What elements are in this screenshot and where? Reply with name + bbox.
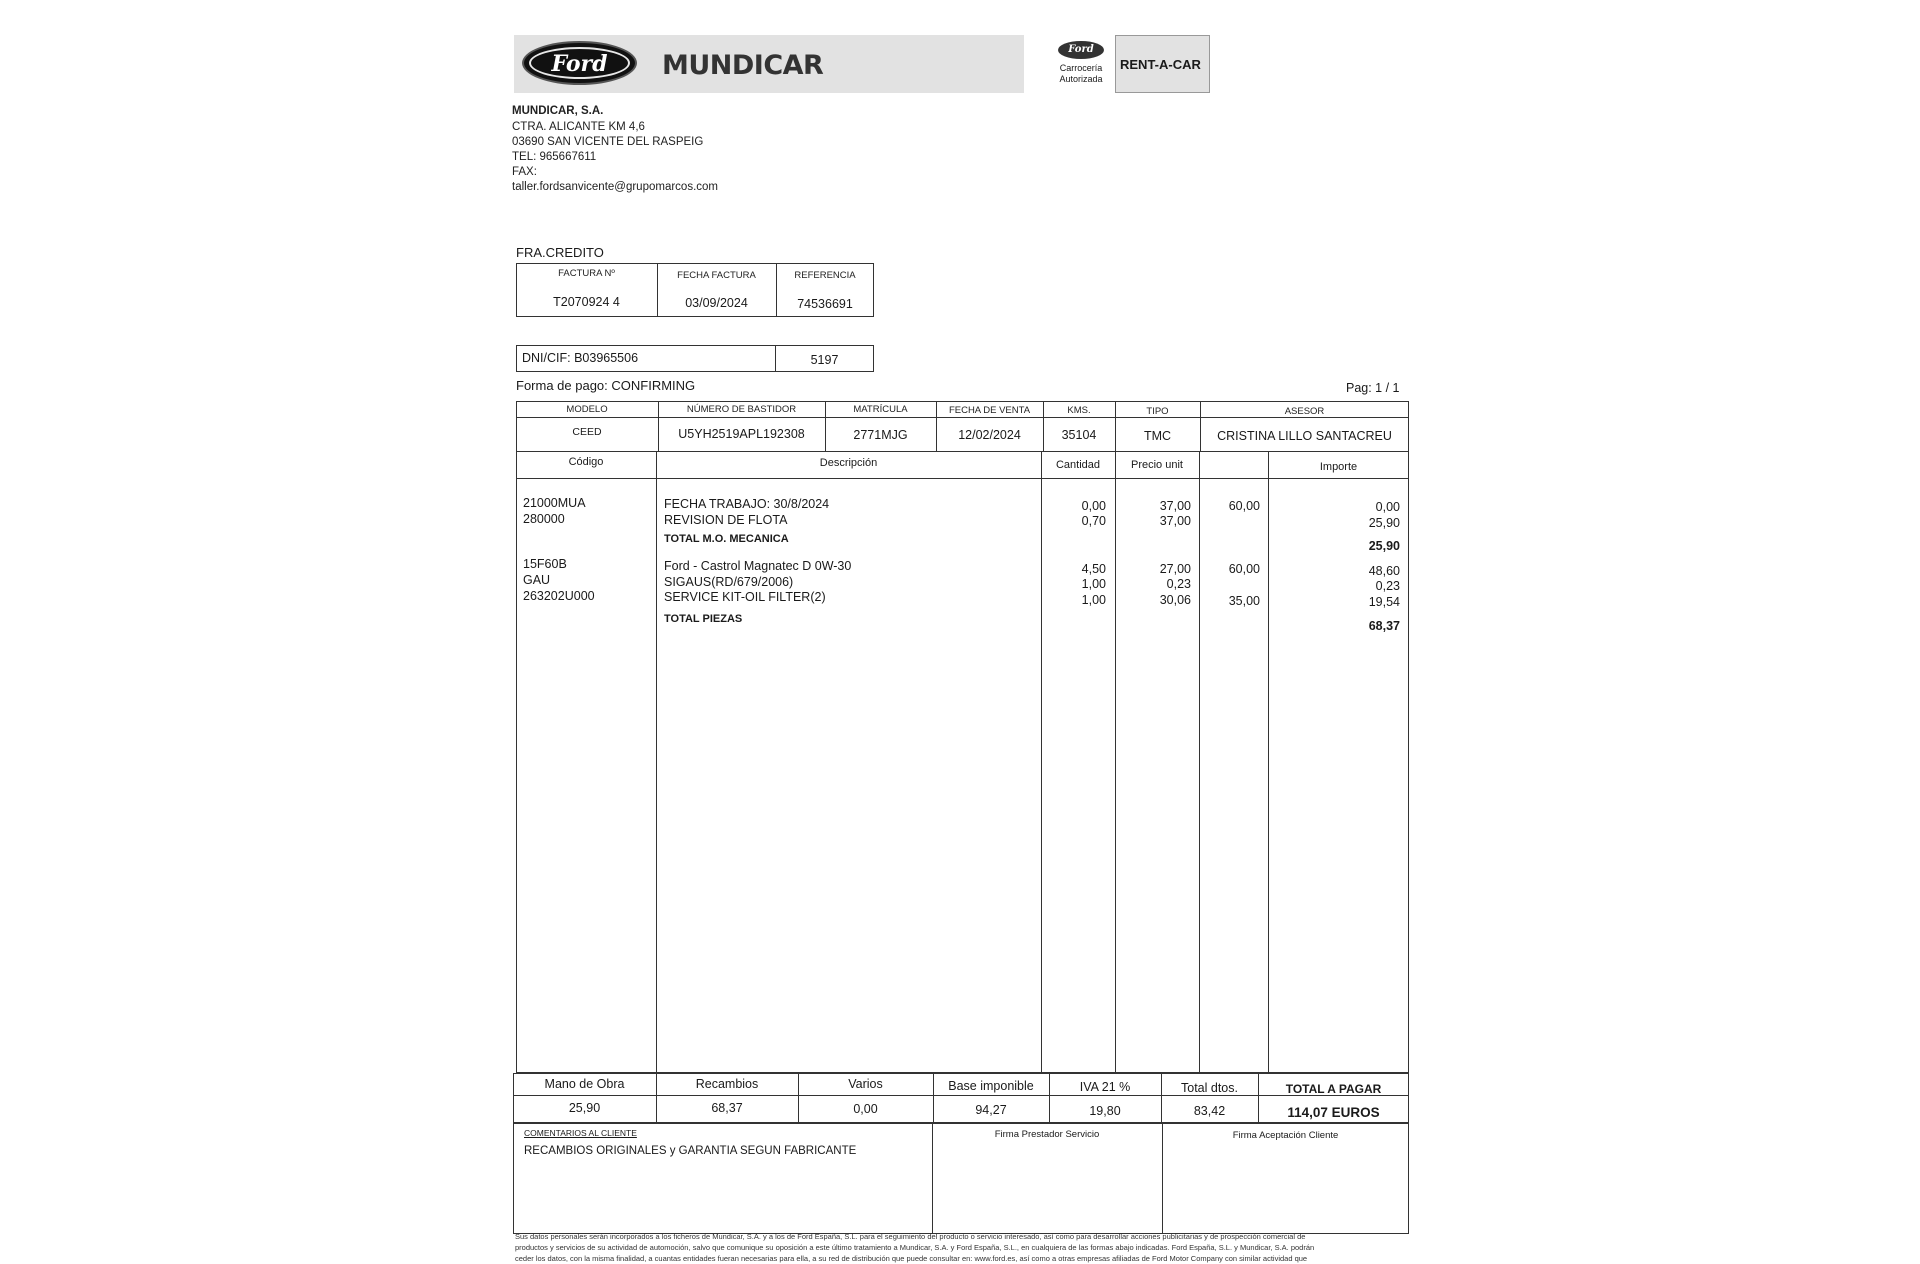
carroceria-label: [1046, 63, 1116, 85]
legal-line-2: productos y servicios de su actividad de automoción, salvo que comunique su oposición a este último tratamiento a Mundicar, S.A. y Ford España, S.L., en cualquiera de las formas abajo indicadas. Ford España, S.L. y Mundicar, S.A. podrán: [515, 1243, 1315, 1252]
recambios-value: 68,37: [711, 1101, 743, 1115]
company-address: CTRA. ALICANTE KM 4,6: [512, 121, 645, 133]
total-mo-label: TOTAL M.O. MECANICA: [664, 533, 789, 545]
line-dto: 35,00: [1228, 594, 1260, 608]
line-descripcion: SERVICE KIT-OIL FILTER(2): [664, 590, 826, 604]
matricula-label: MATRÍCULA: [853, 404, 908, 415]
payment-method: Forma de pago: CONFIRMING: [516, 378, 696, 393]
varios-value: 0,00: [853, 1102, 878, 1116]
line-precio: 37,00: [1159, 514, 1191, 528]
codigo-header: Código: [568, 456, 604, 468]
company-name: MUNDICAR, S.A.: [512, 105, 604, 117]
line-importe: 19,54: [1368, 595, 1400, 609]
legal-notice: [515, 1231, 1395, 1264]
varios-label: Varios: [848, 1077, 883, 1091]
referencia: 74536691: [797, 297, 853, 311]
line-descripcion: FECHA TRABAJO: 30/8/2024: [664, 497, 830, 511]
line-precio: 30,06: [1159, 593, 1191, 607]
line-cantidad: 0,00: [1081, 499, 1106, 513]
line-cantidad: 4,50: [1081, 562, 1106, 576]
line-importe: 48,60: [1368, 564, 1400, 578]
fecha-factura: 03/09/2024: [685, 296, 748, 310]
mano-obra-label: Mano de Obra: [544, 1077, 625, 1091]
cantidad-header: Cantidad: [1055, 459, 1101, 471]
line-cantidad: 1,00: [1081, 577, 1106, 591]
small-ford-logo: Ford: [1058, 41, 1104, 59]
factura-label: FACTURA Nº: [558, 268, 615, 279]
kms-label: KMS.: [1067, 405, 1091, 416]
invoice-type: FRA.CREDITO: [516, 245, 604, 260]
line-codigo: 21000MUA: [523, 496, 586, 510]
comentario-text: RECAMBIOS ORIGINALES y GARANTIA SEGUN FABRICANTE: [524, 1145, 857, 1157]
total-dtos-label: Total dtos.: [1181, 1081, 1238, 1095]
line-dto: 60,00: [1228, 562, 1260, 576]
comentarios-label: COMENTARIOS AL CLIENTE: [524, 1128, 637, 1138]
line-descripcion: SIGAUS(RD/679/2006): [664, 575, 794, 589]
ford-logo-text: Ford: [551, 51, 608, 77]
total-piezas-label: TOTAL PIEZAS: [664, 613, 743, 625]
descripcion-header: Descripción: [819, 457, 878, 469]
line-codigo: 280000: [523, 512, 565, 526]
bastidor-label: NÚMERO DE BASTIDOR: [686, 404, 797, 415]
legal-line-3: ceder los datos, con la misma finalidad, a cuantas entidades fueran necesarias para ella, a su red de distribución que puede consultar en: www.ford.es, así como a otras empresas afiliadas de Ford Motor Company con similar actividad que: [515, 1254, 1308, 1263]
line-cantidad: 1,00: [1081, 593, 1106, 607]
legal-line-1: Sus datos personales serán incorporados a los ficheros de Mundicar, S.A. y a los de Ford España, S.L. para el seguimiento del producto o servicio interesado, así como para desarrollar acciones publicitarias y de prospección comercial de: [515, 1232, 1306, 1241]
line-descripcion: REVISION DE FLOTA: [664, 513, 788, 527]
total-pagar-label: TOTAL A PAGAR: [1285, 1082, 1382, 1096]
total-dtos-value: 83,42: [1193, 1104, 1226, 1118]
carroceria-line2: Autorizada: [1059, 74, 1103, 84]
carroceria-line1: Carrocería: [1059, 63, 1103, 73]
firma-prestador-label: Firma Prestador Servicio: [994, 1129, 1100, 1140]
total-mo-value: 25,90: [1368, 539, 1400, 553]
line-importe: 0,23: [1375, 579, 1400, 593]
fecha-factura-label: FECHA FACTURA: [677, 270, 756, 281]
tipo-value: TMC: [1143, 429, 1172, 443]
modelo-label: MODELO: [566, 404, 608, 415]
tipo-label: TIPO: [1146, 406, 1169, 417]
company-fax: FAX:: [512, 166, 537, 178]
client-code: 5197: [810, 353, 839, 367]
base-imponible-label: Base imponible: [948, 1079, 1034, 1093]
line-precio: 37,00: [1159, 499, 1191, 513]
line-codigo: GAU: [523, 573, 551, 587]
line-importe: 25,90: [1368, 516, 1400, 530]
iva-label: IVA 21 %: [1079, 1080, 1131, 1094]
asesor-label: ASESOR: [1284, 406, 1325, 417]
company-tel: TEL: 965667611: [512, 151, 597, 163]
modelo-value: CEED: [572, 426, 602, 438]
base-imponible-value: 94,27: [975, 1103, 1007, 1117]
line-descripcion: Ford - Castrol Magnatec D 0W-30: [664, 559, 852, 573]
kms-value: 35104: [1061, 428, 1097, 442]
rent-a-car-label: RENT-A-CAR: [1120, 57, 1201, 72]
total-pagar-value: 114,07 EUROS: [1287, 1105, 1380, 1120]
fecha-venta-label: FECHA DE VENTA: [948, 405, 1031, 416]
company-email: taller.fordsanvicente@grupomarcos.com: [512, 181, 718, 193]
line-codigo: 15F60B: [523, 557, 567, 571]
bastidor-value: U5YH2519APL192308: [678, 427, 805, 441]
recambios-label: Recambios: [695, 1077, 759, 1091]
line-dto: 60,00: [1228, 499, 1260, 513]
dni-cif: DNI/CIF: B03965506: [522, 351, 639, 365]
precio-header: Precio unit: [1131, 459, 1183, 471]
line-importe: 0,00: [1375, 500, 1400, 514]
line-precio: 27,00: [1159, 562, 1191, 576]
line-codigo: 263202U000: [523, 589, 595, 603]
iva-value: 19,80: [1089, 1104, 1121, 1118]
mano-obra-value: 25,90: [568, 1101, 601, 1115]
line-precio: 0,23: [1166, 577, 1191, 591]
total-piezas-value: 68,37: [1368, 619, 1400, 633]
matricula-value: 2771MJG: [853, 428, 908, 442]
ford-logo: [522, 41, 637, 85]
company-city: 03690 SAN VICENTE DEL RASPEIG: [512, 136, 704, 148]
factura-number: T2070924 4: [553, 295, 620, 309]
brand-name: MUNDICAR: [662, 50, 824, 81]
referencia-label: REFERENCIA: [794, 270, 856, 281]
firma-cliente-label: Firma Aceptación Cliente: [1232, 1130, 1339, 1141]
line-cantidad: 0,70: [1081, 514, 1106, 528]
importe-header: Importe: [1319, 461, 1358, 473]
fecha-venta-value: 12/02/2024: [958, 428, 1021, 442]
asesor-value: CRISTINA LILLO SANTACREU: [1217, 429, 1392, 443]
page-number: Pag: 1 / 1: [1346, 381, 1400, 395]
